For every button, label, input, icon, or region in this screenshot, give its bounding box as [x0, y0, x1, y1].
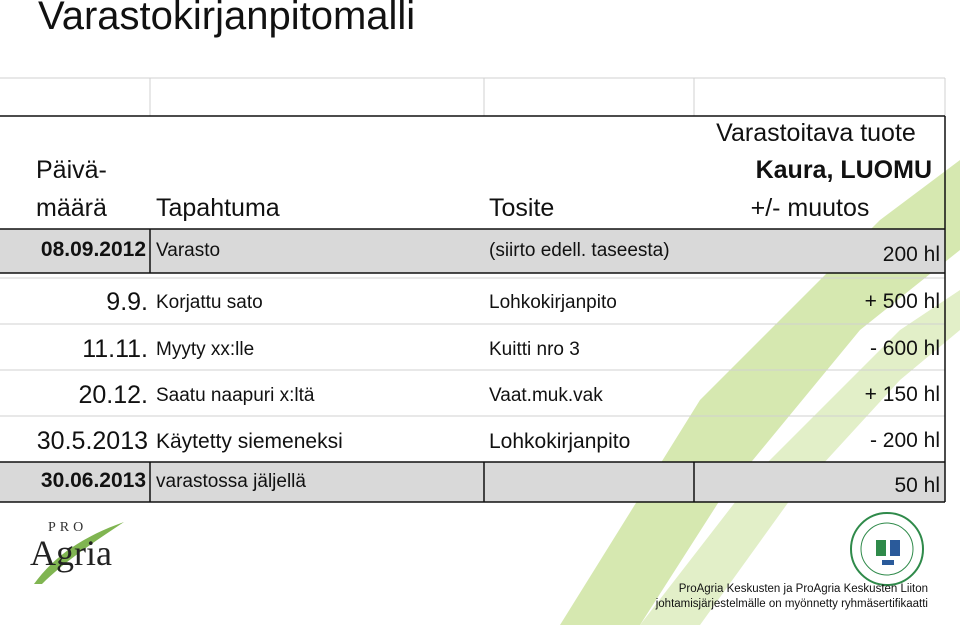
header-product-label: Varastoitava tuote — [716, 119, 916, 147]
row-amount: + 150 hl — [864, 383, 940, 406]
header-date-line1: Päivä- — [36, 156, 107, 184]
row-voucher: Vaat.muk.vak — [489, 385, 603, 406]
row-amount: 200 hl — [882, 243, 940, 266]
certification-badge-icon — [848, 510, 926, 588]
row-date: 9.9. — [106, 288, 148, 316]
row-event: Käytetty siemeneksi — [156, 430, 343, 453]
row-date: 30.5.2013 — [36, 427, 148, 455]
row-event: Varasto — [156, 240, 221, 261]
row-amount: + 500 hl — [864, 290, 940, 313]
row-event: Korjattu sato — [156, 292, 263, 313]
proagria-logo — [24, 516, 134, 586]
footer-line2: johtamisjärjestelmälle on myönnetty ryhmäsertifikaatti — [655, 598, 928, 610]
header-change: +/- muutos — [750, 194, 870, 222]
row-amount: 50 hl — [894, 474, 940, 497]
row-event: Myyty xx:lle — [156, 339, 255, 360]
header-date-line2: määrä — [36, 194, 107, 222]
row-voucher: Lohkokirjanpito — [489, 430, 631, 453]
row-event: Saatu naapuri x:ltä — [156, 385, 315, 406]
header-product-name: Kaura, LUOMU — [755, 156, 932, 184]
page-title: Varastokirjanpitomalli — [38, 0, 416, 38]
row-event: varastossa jäljellä — [156, 471, 306, 492]
row-amount: - 600 hl — [869, 337, 940, 360]
row-voucher: Kuitti nro 3 — [489, 339, 580, 360]
row-amount: - 200 hl — [869, 429, 940, 452]
row-voucher: (siirto edell. taseesta) — [489, 240, 670, 261]
footer-line1: ProAgria Keskusten ja ProAgria Keskusten Liiton — [678, 583, 928, 595]
header-voucher: Tosite — [489, 194, 555, 222]
row-date: 11.11. — [82, 335, 148, 363]
row-voucher: Lohkokirjanpito — [489, 292, 617, 313]
row-date: 08.09.2012 — [40, 238, 146, 261]
row-date: 20.12. — [78, 381, 148, 409]
row-date: 30.06.2013 — [40, 469, 146, 492]
logo-agria-text: Agria — [30, 533, 112, 573]
logo-pro-text: PRO — [48, 520, 88, 535]
footer-certification-text — [656, 582, 928, 612]
header-event: Tapahtuma — [156, 194, 280, 222]
